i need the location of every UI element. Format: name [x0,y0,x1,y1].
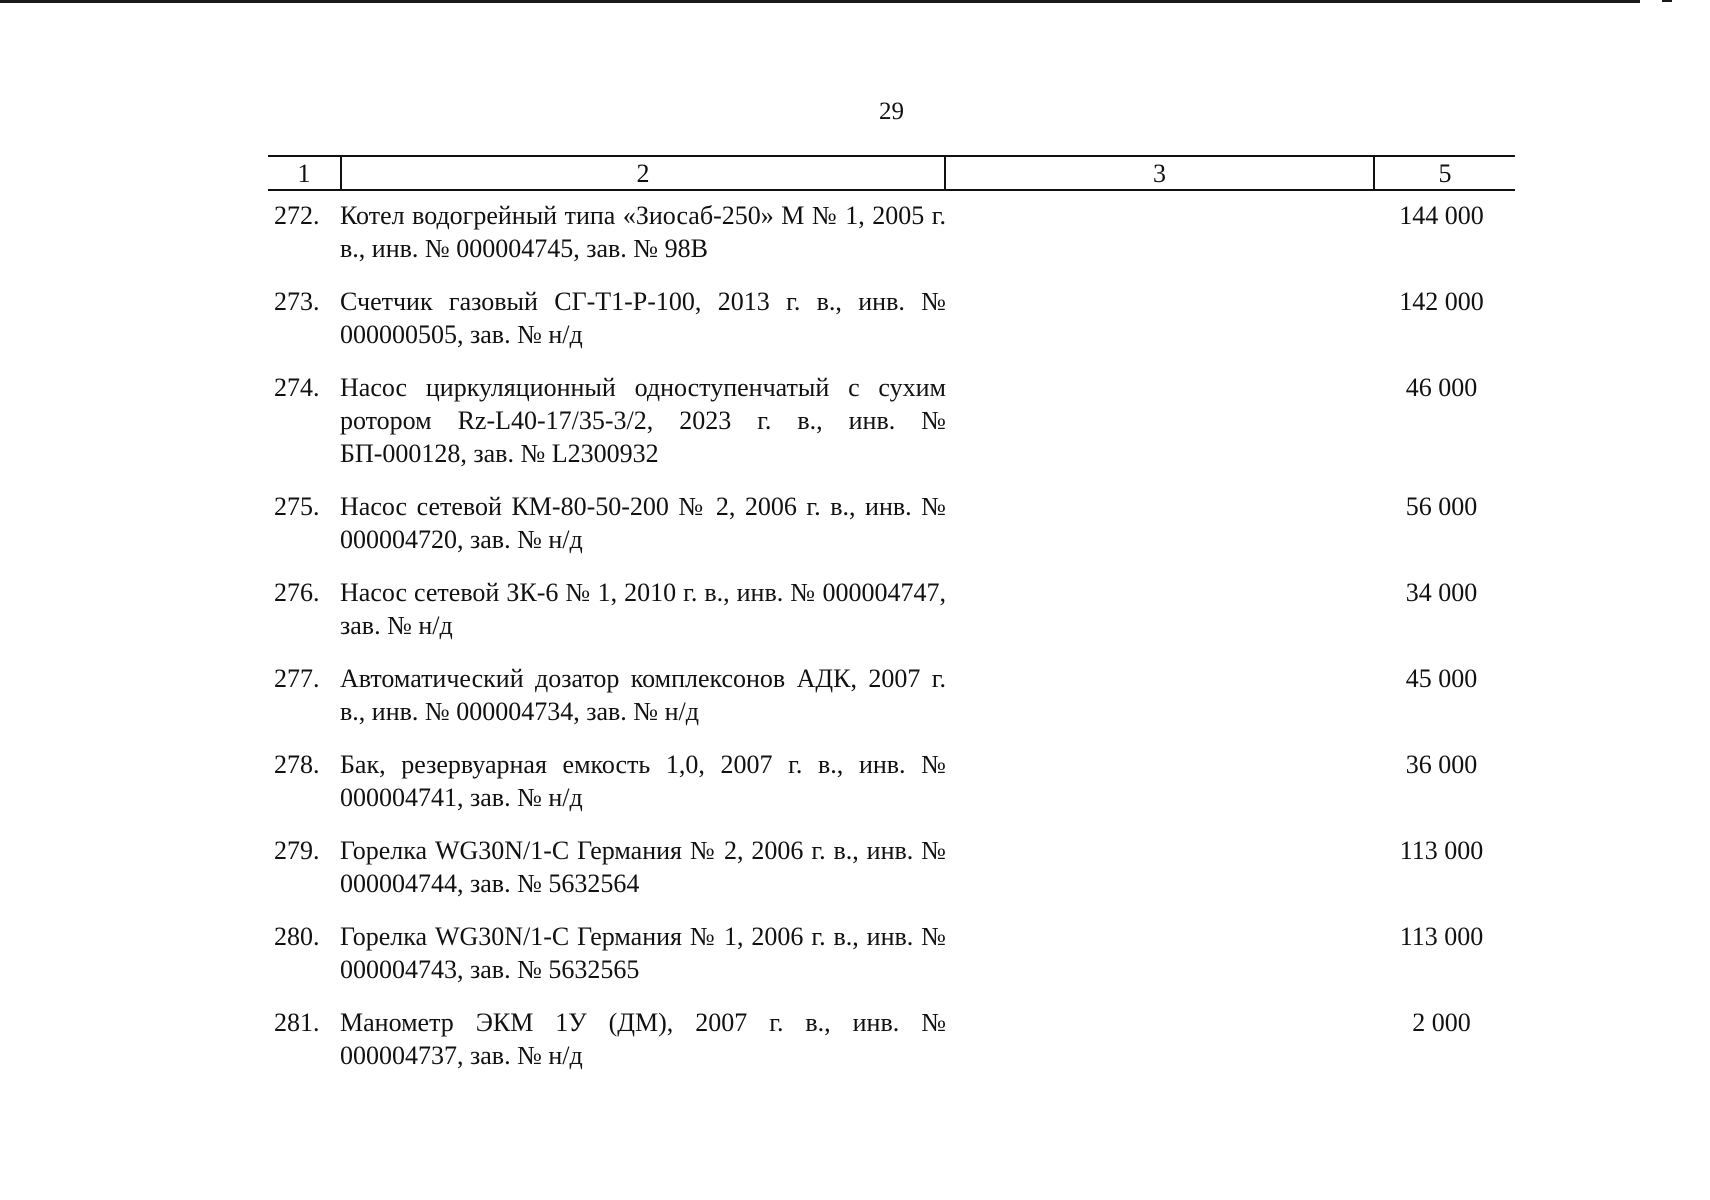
table-body [268,199,1515,1092]
table-row [268,576,1515,662]
row-number: 280. [274,922,320,951]
row-description: Счетчик газовый СГ-Т1-Р-100, 2013 г. в., инв. № 000000505, зав. № н/д [340,287,946,349]
row-number: 281. [274,1008,320,1037]
scan-top-border [0,0,1640,3]
row-value: 113 000 [1399,836,1484,865]
row-description: Насос сетевой КМ-80-50-200 № 2, 2006 г. в., инв. № 000004720, зав. № н/д [340,492,946,554]
row-value: 144 000 [1399,201,1484,230]
table-row [268,834,1515,920]
row-value: 56 000 [1405,492,1478,521]
row-number: 277. [274,664,320,693]
row-number: 272. [274,201,320,230]
header-col-1: 1 [297,159,311,188]
row-value: 46 000 [1405,373,1478,402]
row-number: 274. [274,373,320,402]
row-description: Горелка WG30N/1-С Германия № 1, 2006 г. в., инв. № 000004743, зав. № 5632565 [340,922,946,984]
table-row [268,748,1515,834]
table-row [268,920,1515,1006]
row-description: Насос сетевой ЗК-6 № 1, 2010 г. в., инв. № 000004747, зав. № н/д [340,578,946,640]
row-value: 142 000 [1399,287,1484,316]
row-description: Бак, резервуарная емкость 1,0, 2007 г. в., инв. № 000004741, зав. № н/д [340,750,946,812]
row-number: 278. [274,750,320,779]
row-description: Насос циркуляционный одноступенчатый с сухим ротором Rz-L40-17/35-3/2, 2023 г. в., инв. № БП-000128, зав. № L2300932 [340,373,946,468]
table-header [268,155,1515,191]
page-number: 29 [879,98,904,125]
table-row [268,1006,1515,1092]
row-number: 275. [274,492,320,521]
row-number: 276. [274,578,320,607]
row-value: 113 000 [1399,922,1484,951]
row-number: 273. [274,287,320,316]
table-row [268,662,1515,748]
header-col-3: 3 [1153,159,1166,188]
header-col-2: 2 [636,159,650,188]
table-row [268,490,1515,576]
table-row [268,285,1515,371]
row-value: 34 000 [1405,578,1478,607]
table-row [268,199,1515,285]
row-description: Автоматический дозатор комплексонов АДК, 2007 г. в., инв. № 000004734, зав. № н/д [340,664,946,726]
table-row [268,371,1515,490]
scan-corner-mark [1662,0,1672,2]
row-description: Котел водогрейный типа «Зиосаб-250» М № 1, 2005 г. в., инв. № 000004745, зав. № 98В [340,201,946,263]
row-value: 36 000 [1405,750,1478,779]
row-number: 279. [274,836,320,865]
row-description: Манометр ЭКМ 1У (ДМ), 2007 г. в., инв. № 000004737, зав. № н/д [340,1008,946,1070]
row-value: 45 000 [1405,664,1478,693]
row-value: 2 000 [1412,1008,1471,1037]
header-col-5: 5 [1438,159,1452,188]
row-description: Горелка WG30N/1-С Германия № 2, 2006 г. в., инв. № 000004744, зав. № 5632564 [340,836,946,898]
